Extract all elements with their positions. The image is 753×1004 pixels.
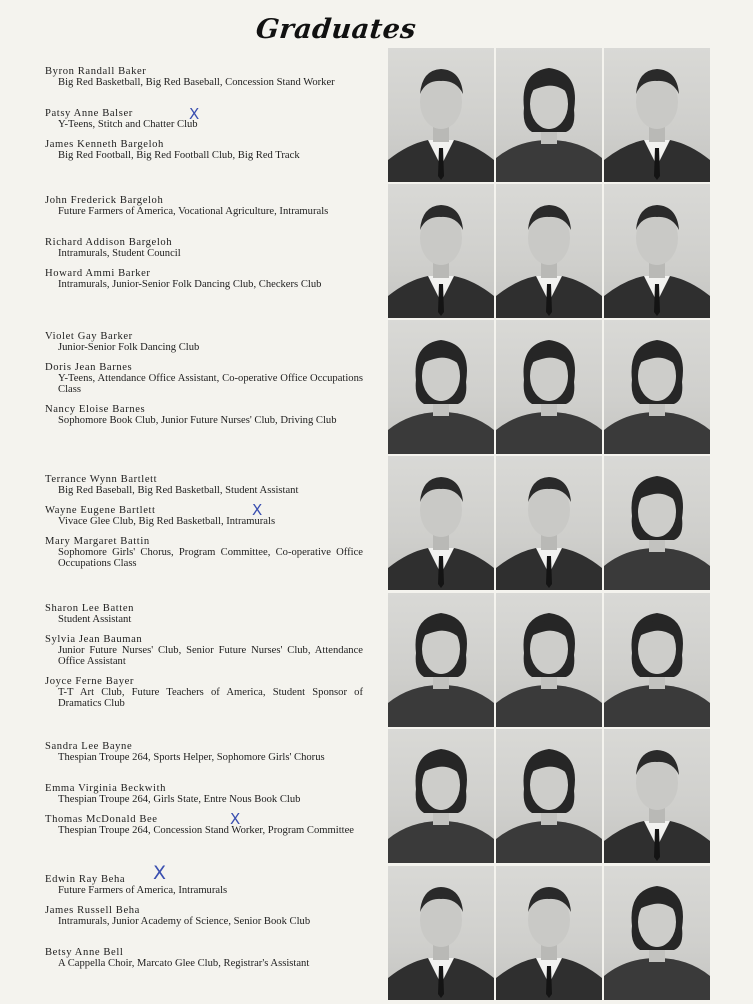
graduate-activities: Intramurals, Junior Academy of Science, Senior Book Club: [58, 916, 311, 928]
graduate-entry: [45, 268, 363, 290]
graduate-activities: Big Red Basketball, Big Red Baseball, Concession Stand Worker: [58, 77, 335, 89]
graduate-name: Howard Ammi Barker: [45, 268, 151, 279]
graduate-entry: [45, 603, 363, 625]
graduate-name: Sandra Lee Bayne: [45, 741, 133, 752]
graduate-name: Doris Jean Barnes: [45, 362, 133, 373]
graduate-name: Sharon Lee Batten: [45, 603, 135, 614]
graduate-name: Thomas McDonald Bee: [45, 814, 158, 825]
graduate-activities: T-T Art Club, Future Teachers of America, Student Sponsor of Dramatics Club: [58, 687, 363, 710]
graduate-entry: [45, 676, 363, 710]
graduate-entry: [45, 362, 363, 396]
graduate-name: Nancy Eloise Barnes: [45, 404, 146, 415]
graduate-name: Edwin Ray Beha: [45, 874, 126, 885]
graduate-entry: [45, 874, 363, 896]
graduate-portrait: [388, 593, 494, 727]
graduate-portrait: [388, 729, 494, 863]
graduate-name: Richard Addison Bargeloh: [45, 237, 173, 248]
graduate-activities: Thespian Troupe 264, Concession Stand Worker, Program Committee: [58, 825, 355, 837]
graduate-portrait: [496, 48, 602, 182]
graduate-portrait: [388, 184, 494, 318]
graduate-entry: [45, 501, 363, 528]
handwritten-check-mark: X: [153, 862, 167, 884]
graduate-entry: [45, 331, 363, 353]
graduate-portrait: [388, 320, 494, 454]
graduate-activities: Junior Future Nurses' Club, Senior Future Nurses' Club, Attendance Office Assistant: [58, 645, 363, 668]
graduate-activities: Y-Teens, Attendance Office Assistant, Co-operative Office Occupations Class: [58, 373, 363, 396]
graduate-portrait: [604, 320, 710, 454]
graduate-entry: [45, 237, 363, 259]
graduate-entry: [45, 947, 363, 969]
graduate-entry: [45, 139, 363, 161]
graduate-entry: [45, 810, 363, 837]
graduate-activities: Sophomore Girls' Chorus, Program Committee, Co-operative Office Occupations Class: [58, 547, 363, 570]
graduate-entry: [45, 404, 363, 426]
graduate-portrait: [388, 456, 494, 590]
graduate-name: Violet Gay Barker: [45, 331, 133, 342]
graduate-portrait: [604, 729, 710, 863]
graduate-activities: Sophomore Book Club, Junior Future Nurses' Club, Driving Club: [58, 415, 337, 427]
graduate-activities: Future Farmers of America, Vocational Agriculture, Intramurals: [58, 206, 329, 218]
graduate-activities: Thespian Troupe 264, Sports Helper, Sophomore Girls' Chorus: [58, 752, 325, 764]
graduate-name: Sylvia Jean Bauman: [45, 634, 143, 645]
graduate-entry: [45, 783, 363, 805]
handwritten-check-mark: X: [189, 105, 200, 123]
graduate-activities: Junior-Senior Folk Dancing Club: [58, 342, 200, 354]
graduate-portrait: [496, 593, 602, 727]
graduate-portrait: [496, 456, 602, 590]
graduate-portrait: [604, 184, 710, 318]
graduate-activities: A Cappella Choir, Marcato Glee Club, Registrar's Assistant: [58, 958, 310, 970]
graduate-activities: Vivace Glee Club, Big Red Basketball, Intramurals: [58, 516, 276, 528]
graduate-portrait: [604, 593, 710, 727]
graduate-activities: Future Farmers of America, Intramurals: [58, 885, 228, 897]
graduate-name: Byron Randall Baker: [45, 66, 147, 77]
graduate-name: Mary Margaret Battin: [45, 536, 150, 547]
handwritten-check-mark: X: [252, 501, 263, 519]
graduate-portrait: [496, 184, 602, 318]
graduate-portrait: [388, 48, 494, 182]
graduate-name: James Kenneth Bargeloh: [45, 139, 164, 150]
graduate-portrait: [604, 456, 710, 590]
graduate-name: Patsy Anne Balser: [45, 108, 133, 119]
graduate-activities: Intramurals, Junior-Senior Folk Dancing Club, Checkers Club: [58, 279, 322, 291]
graduate-activities: Big Red Baseball, Big Red Basketball, Student Assistant: [58, 485, 299, 497]
graduate-portrait: [604, 48, 710, 182]
graduate-entry: [45, 905, 363, 927]
page-title: Graduates: [254, 14, 418, 45]
graduate-portrait: [496, 729, 602, 863]
graduate-activities: Thespian Troupe 264, Girls State, Entre Nous Book Club: [58, 794, 301, 806]
graduate-entry: [45, 634, 363, 668]
graduate-entry: [45, 66, 363, 88]
graduate-name: Betsy Anne Bell: [45, 947, 124, 958]
graduate-name: Wayne Eugene Bartlett: [45, 505, 156, 516]
graduate-entry: [45, 105, 363, 131]
graduate-activities: Student Assistant: [58, 614, 132, 626]
graduate-portrait: [496, 866, 602, 1000]
graduate-activities: Big Red Football, Big Red Football Club, Big Red Track: [58, 150, 300, 162]
graduate-entry: [45, 536, 363, 570]
handwritten-check-mark: X: [230, 810, 241, 828]
portrait-grid: [388, 48, 709, 1000]
graduate-entry: [45, 474, 363, 496]
graduate-portrait: [604, 866, 710, 1000]
graduate-entry: [45, 741, 363, 763]
graduate-name: Joyce Ferne Bayer: [45, 676, 135, 687]
graduate-name: Terrance Wynn Bartlett: [45, 474, 158, 485]
graduate-portrait: [496, 320, 602, 454]
graduate-name: John Frederick Bargeloh: [45, 195, 164, 206]
graduate-activities: Intramurals, Student Council: [58, 248, 181, 260]
graduate-name: James Russell Beha: [45, 905, 140, 916]
graduate-name: Emma Virginia Beckwith: [45, 783, 167, 794]
graduate-portrait: [388, 866, 494, 1000]
graduate-entry: [45, 195, 363, 217]
graduate-activities: Y-Teens, Stitch and Chatter Club: [58, 119, 198, 131]
